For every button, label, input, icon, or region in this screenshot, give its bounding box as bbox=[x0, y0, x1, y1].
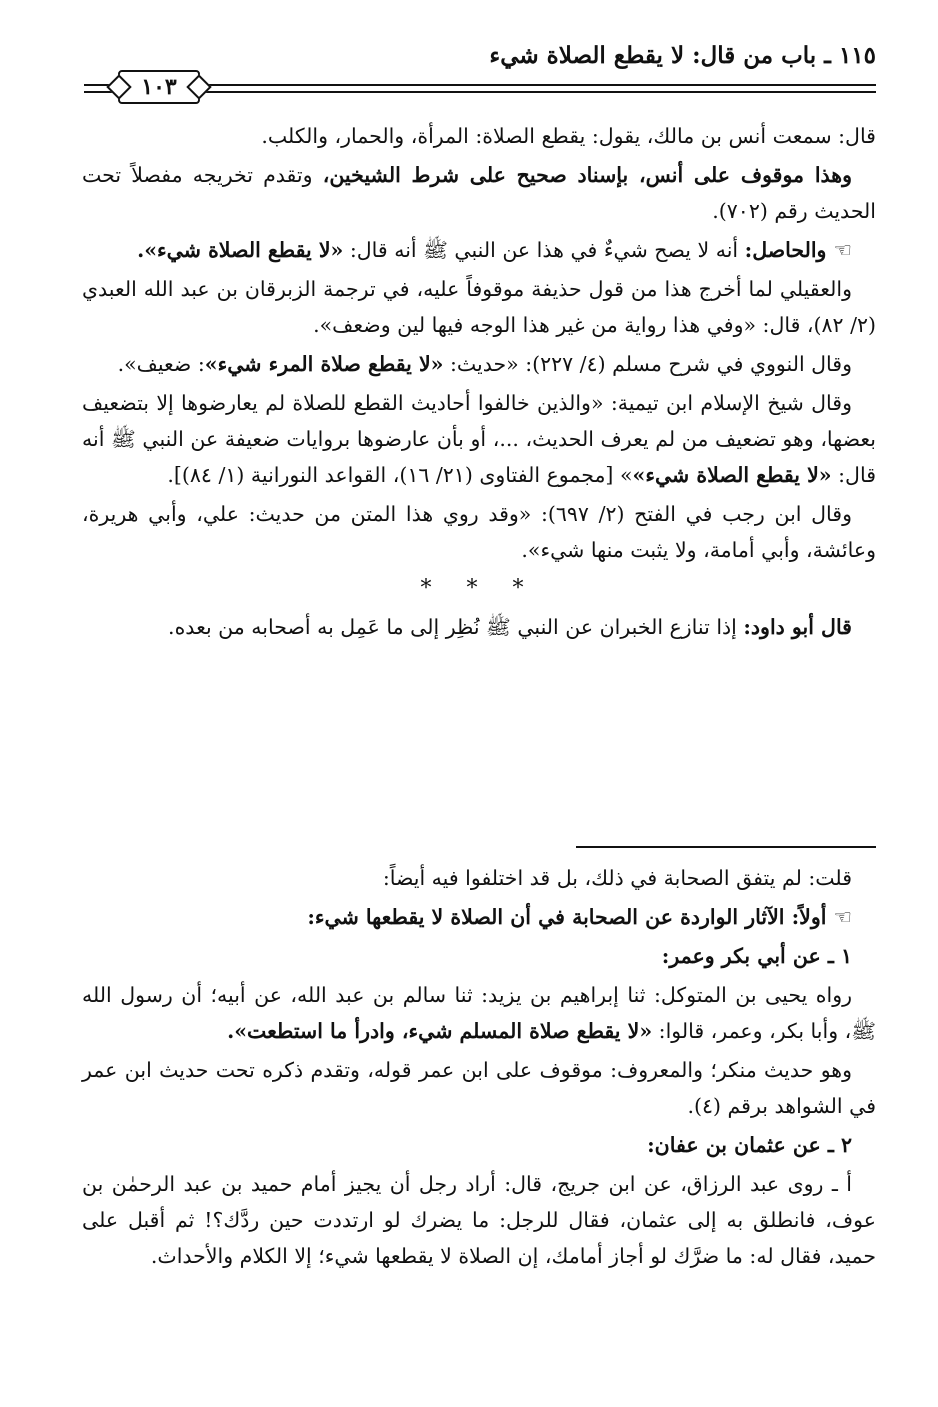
page-number: ١٠٣ bbox=[141, 74, 177, 100]
footnote-divider bbox=[576, 846, 876, 848]
paragraph-5 bbox=[82, 346, 876, 382]
page-number-badge bbox=[118, 70, 200, 104]
footnote-heading-abu-bakr-umar: ١ ـ عن أبي بكر وعمر: bbox=[661, 944, 852, 968]
footnote-line-4 bbox=[82, 977, 876, 1049]
pointing-hand-icon: ☜ bbox=[833, 905, 852, 929]
paragraph-2 bbox=[82, 157, 876, 229]
paragraph-5-text-b: : ضعيف». bbox=[117, 352, 205, 376]
paragraph-2-bold: وهذا موقوف على أنس، بإسناد صحيح على شرط الشيخين، bbox=[322, 163, 852, 187]
paragraph-2-text: وتقدم تخريجه مفصلاً تحت الحديث رقم (٧٠٢). bbox=[82, 163, 876, 223]
paragraph-3-quote: «لا يقطع الصلاة شيء». bbox=[137, 238, 344, 262]
pointing-hand-icon: ☜ bbox=[833, 238, 852, 262]
footnote-line-7: أ ـ روى عبد الرزاق، عن ابن جريج، قال: أراد رجل أن يجيز أمام حميد بن عبد الرحمٰن بن عوف، فانطلق به إلى عثمان، فقال للرجل: ما يضرك لو ارتددت حين ردَّك؟! ثم أقبل على حميد، فقال له: ما ضرَّك لو أجاز أمامك، إن الصلاة لا يقطعها شيء؛ إلا الكلام والأحداث. bbox=[82, 1172, 876, 1268]
paragraph-8-text: إذا تنازع الخبران عن النبي ﷺ نُظِر إلى ما عَمِل به أصحابه من بعده. bbox=[168, 615, 744, 639]
footnote-line-6 bbox=[82, 1127, 876, 1163]
footnote-line-4-text: رواه يحيى بن المتوكل: ثنا إبراهيم بن يزيد: ثنا سالم بن عبد الله، عن أبيه؛ أن رسول الله ﷺ، وأبا بكر، وعمر، قالوا: bbox=[82, 983, 876, 1043]
paragraph-3-text: أنه لا يصح شيءٌ في هذا عن النبي ﷺ أنه قال: bbox=[343, 238, 745, 262]
paragraph-8 bbox=[82, 609, 876, 645]
badge-ornament-left bbox=[106, 74, 131, 99]
paragraph-5-bold: «لا يقطع صلاة المرء شيء» bbox=[204, 352, 444, 376]
footnote-text bbox=[82, 860, 876, 1277]
footnote-line-1: قلت: لم يتفق الصحابة في ذلك، بل قد اختلفوا فيه أيضاً: bbox=[382, 866, 852, 890]
footnote-line-4-bold: «لا يقطع صلاة المسلم شيء، وادرأ ما استطعت». bbox=[227, 1019, 653, 1043]
badge-ornament-right bbox=[186, 74, 211, 99]
footnote-line-5: وهو حديث منكر؛ والمعروف: موقوف على ابن عمر قوله، وتقدم ذكره تحت حديث ابن عمر في الشواهد برقم (٤). bbox=[82, 1058, 876, 1118]
paragraph-3 bbox=[82, 232, 876, 268]
paragraph-4: والعقيلي لما أخرج هذا من قول حذيفة موقوفاً عليه، في ترجمة الزبرقان بن عبد الله العبدي (٢/ ٨٢)، قال: «وفي هذا رواية من غير هذا الوجه فيها لين وضعف». bbox=[82, 277, 876, 337]
footnote-line-2 bbox=[82, 899, 876, 935]
paragraph-6-text-a: وقال شيخ الإسلام ابن تيمية: «والذين خالفوا أحاديث القطع للصلاة لم يعارضوها إلا بتضعيف بعضها، وهو تضعيف من لم يعرف الحديث، ...، أو بأن عارضوها بروايات ضعيفة عن النبي ﷺ أنه قال: bbox=[82, 391, 876, 487]
section-separator-stars: * * * bbox=[420, 576, 538, 601]
paragraph-3-bold: والحاصل: bbox=[744, 238, 834, 262]
paragraph-1: قال: سمعت أنس بن مالك، يقول: يقطع الصلاة: المرأة، والحمار، والكلب. bbox=[261, 124, 876, 148]
paragraph-7: وقال ابن رجب في الفتح (٢/ ٦٩٧): «وقد روي هذا المتن من حديث: علي، وأبي هريرة، وعائشة، وأبي أمامة، ولا يثبت منها شيء». bbox=[82, 502, 876, 562]
paragraph-6-text-b: » [مجموع الفتاوى (٢١/ ١٦)، القواعد النورانية (١/ ٨٤)]. bbox=[167, 463, 633, 487]
running-head: ١١٥ ـ باب من قال: لا يقطع الصلاة شيء bbox=[489, 42, 876, 69]
footnote-line-2-bold: أولاً: الآثار الواردة عن الصحابة في أن الصلاة لا يقطعها شيء: bbox=[307, 905, 834, 929]
footnote-heading-uthman: ٢ ـ عن عثمان بن عفان: bbox=[647, 1133, 852, 1157]
paragraph-6 bbox=[82, 385, 876, 493]
main-text bbox=[82, 118, 876, 648]
paragraph-8-bold: قال أبو داود: bbox=[743, 615, 852, 639]
footnote-line-3 bbox=[82, 938, 876, 974]
paragraph-5-text-a: وقال النووي في شرح مسلم (٤/ ٢٢٧): «حديث: bbox=[443, 352, 852, 376]
paragraph-6-bold: «لا يقطع الصلاة شيء» bbox=[632, 463, 832, 487]
